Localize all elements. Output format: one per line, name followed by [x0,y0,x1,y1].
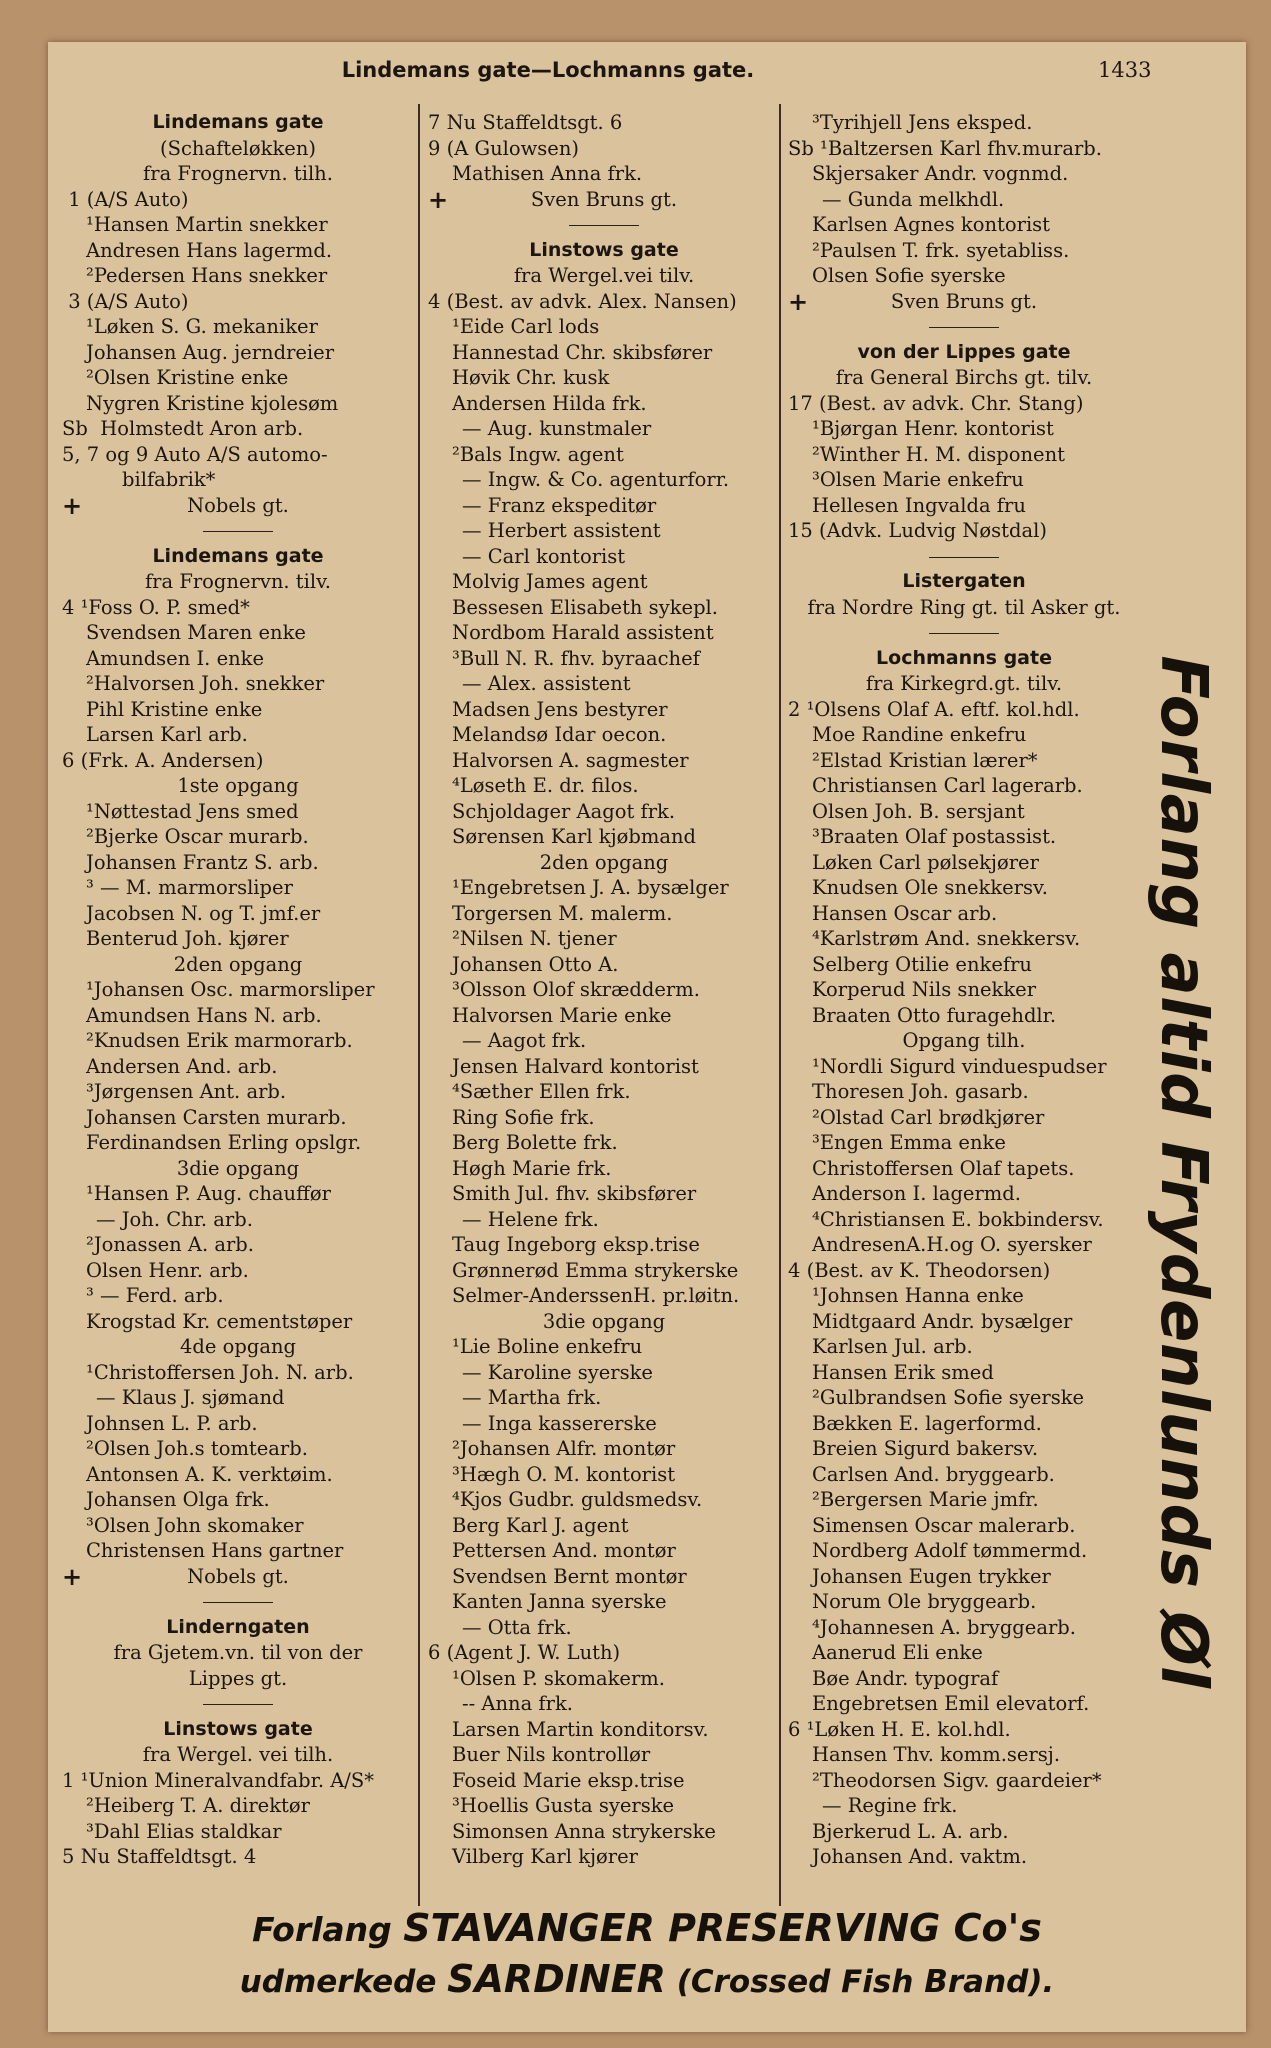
section-note: fra Wergel.vei tilv. [513,264,695,287]
directory-entry: Johansen Frantz S. arb. [86,850,319,874]
directory-entry: Bessesen Elisabeth sykepl. [452,595,718,619]
section-note: fra General Birchs gt. tilv. [835,366,1093,389]
page-number: 1433 [1098,58,1152,82]
directory-entry: Christensen Hans gartner [86,1539,344,1562]
column-2 [428,110,780,1870]
directory-entry: ³Jørgensen Ant. arb. [86,1080,287,1103]
directory-entry: Pihl Kristine enke [86,697,263,721]
street-heading: Lindemans gate [152,544,324,567]
section-note: fra Gjetem.vn. til von der [113,1641,363,1664]
directory-entry: Hellesen Ingvalda fru [812,493,1026,517]
directory-entry: — Klaus J. sjømand [96,1386,285,1409]
directory-entry: Halvorsen A. sagmester [452,748,689,772]
directory-entry: 3 (A/S Auto) [62,289,189,313]
directory-entry: ¹Engebretsen J. A. bysælger [452,876,729,899]
directory-entry: Braaten Otto furagehdlr. [812,1003,1057,1027]
directory-entry: 6 (Agent J. W. Luth) [428,1641,621,1664]
section-note: fra Nordre Ring gt. til Asker gt. [807,595,1121,619]
directory-entry: 17 (Best. av advk. Chr. Stang) [788,391,1084,415]
directory-entry: ¹Johnsen Hanna enke [812,1284,1024,1307]
directory-entry: — Inga kassererske [462,1411,657,1435]
section-note: 4de opgang [179,1335,296,1358]
directory-entry: ²Bjerke Oscar murarb. [86,825,309,848]
directory-entry: ³Hoellis Gusta syerske [452,1794,675,1817]
section-note: (Schafteløkken) [160,136,316,160]
ad-word-forlang: Forlang [252,1910,392,1949]
section-note: 2den opgang [173,952,303,976]
directory-entry: Amundsen I. enke [86,646,265,670]
directory-entry: ¹Løken S. G. mekaniker [86,315,318,338]
directory-entry: — Martha frk. [462,1386,602,1409]
directory-entry: 7 Nu Staffeldtsgt. 6 [428,111,623,134]
directory-entry: Berg Bolette frk. [452,1131,618,1154]
directory-entry: Hansen Erik smed [812,1360,994,1384]
cross-street-row [788,289,1140,315]
directory-entry: ¹Olsen P. skomakerm. [452,1666,665,1690]
directory-entry: Løken Carl pølsekjører [812,850,1039,874]
page-title: Lindemans gate—Lochmanns gate. [341,58,755,82]
directory-entry: Svendsen Maren enke [86,621,306,644]
column-1 [62,110,414,1870]
directory-entry: Selberg Otilie enkefru [812,952,1032,976]
directory-entry: ¹Johansen Osc. marmorsliper [86,978,375,1001]
directory-entry: ¹Nordli Sigurd vinduespudser [812,1054,1107,1078]
directory-entry: ³Olsson Olof skrædderm. [452,978,700,1001]
directory-entry: Johansen Aug. jerndreier [86,340,335,364]
bottom-ad-line-2 [48,1957,1246,2001]
directory-entry: 15 (Advk. Ludvig Nøstdal) [788,519,1047,542]
directory-entry: Schjoldager Aagot frk. [452,799,676,823]
directory-entry: ²Pedersen Hans snekker [86,264,328,287]
directory-entry: Amundsen Hans N. arb. [86,1003,322,1027]
directory-entry: ⁴Johannesen A. bryggearb. [812,1615,1076,1639]
directory-entry: 5 Nu Staffeldtsgt. 4 [62,1845,257,1868]
directory-entry: Midtgaard Andr. bysælger [812,1309,1073,1333]
directory-entry: Engebretsen Emil elevatorf. [812,1692,1090,1715]
directory-entry: ³Braaten Olaf postassist. [812,825,1057,848]
directory-entry: ⁴Løseth E. dr. filos. [452,774,639,797]
directory-entry: Bøe Andr. typograf [812,1666,999,1690]
directory-entry: -- Anna frk. [462,1692,573,1715]
section-note: Opgang tilh. [902,1029,1026,1052]
directory-entry: Ferdinandsen Erling opslgr. [86,1131,362,1154]
directory-entry: Andersen And. arb. [86,1054,278,1078]
directory-entry: Mathisen Anna frk. [452,162,643,185]
directory-entry: 9 (A Gulowsen) [428,136,580,160]
directory-entry: Olsen Sofie syerske [812,264,1006,287]
directory-entry: Jacobsen N. og T. jmf.er [86,901,321,925]
section-separator [788,620,1140,646]
cross-street-row [62,1564,414,1590]
directory-entry: Karlsen Agnes kontorist [812,213,1051,236]
directory-entry: Christoffersen Olaf tapets. [812,1156,1075,1180]
directory-entry: ²Theodorsen Sigv. gaardeier* [812,1768,1102,1792]
directory-entry: Larsen Martin konditorsv. [452,1717,709,1741]
cross-street-icon: + [428,186,449,212]
directory-entry: — Franz ekspeditør [462,493,657,517]
cross-street-label: Nobels gt. [187,493,289,517]
directory-entry: ²Knudsen Erik marmorarb. [86,1029,353,1052]
directory-entry: — Ingw. & Co. agenturforr. [462,468,730,491]
column-divider [418,104,420,1906]
directory-entry: Sørensen Karl kjøbmand [452,825,697,848]
side-advertisement [1138,442,1228,1902]
directory-entry: Høgh Marie frk. [452,1156,612,1180]
directory-entry: ¹Lie Boline enkefru [452,1335,643,1358]
directory-entry: Korperud Nils snekker [812,978,1037,1001]
directory-entry: Norum Ole bryggearb. [812,1590,1037,1613]
directory-entry: ²Halvorsen Joh. snekker [86,672,325,695]
directory-entry: Kanten Janna syerske [452,1590,667,1613]
directory-entry: — Carl kontorist [462,544,626,568]
directory-entry: 4 (Best. av K. Theodorsen) [788,1258,1051,1282]
section-separator [428,212,780,238]
directory-entry: 6 (Frk. A. Andersen) [62,748,264,772]
directory-entry: ²Gulbrandsen Sofie syerske [812,1386,1085,1409]
section-separator [62,1691,414,1717]
directory-entry: ²Heiberg T. A. direktør [86,1794,310,1817]
column-3 [788,110,1140,1870]
directory-entry: Svendsen Bernt montør [452,1564,687,1588]
directory-entry: ²Bergersen Marie jmfr. [812,1488,1039,1511]
directory-entry: Thoresen Joh. gasarb. [812,1080,1029,1103]
directory-entry: ¹Nøttestad Jens smed [86,799,299,823]
directory-entry: Bjerkerud L. A. arb. [812,1819,1009,1843]
directory-entry: Benterud Joh. kjører [86,927,289,950]
directory-entry: ³Tyrihjell Jens eksped. [812,111,1033,134]
directory-entry: Simonsen Anna strykerske [452,1819,716,1843]
directory-entry: ²Nilsen N. tjener [452,927,617,950]
directory-entry: Hansen Thv. komm.sersj. [812,1743,1061,1766]
directory-entry: ²Olsen Kristine enke [86,366,289,389]
directory-entry: ³Olsen Marie enkefru [812,468,1024,491]
directory-entry: ³ — M. marmorsliper [86,876,293,899]
directory-entry: Andresen Hans lagermd. [86,238,333,262]
directory-entry: ¹Hansen P. Aug. chauffør [86,1182,331,1205]
directory-entry: Smith Jul. fhv. skibsfører [452,1182,697,1205]
cross-street-label: Sven Bruns gt. [890,289,1038,313]
section-note: fra Kirkegrd.gt. tilv. [865,672,1063,695]
directory-entry: Foseid Marie eksp.trise [452,1768,685,1792]
directory-entry: ⁴Christiansen E. bokbindersv. [812,1207,1104,1231]
directory-entry: Pettersen And. montør [452,1539,676,1562]
directory-entry: 5, 7 og 9 Auto A/S automo- [62,442,328,466]
section-note: Lippes gt. [188,1666,288,1690]
bottom-ad-line-1 [48,1906,1246,1950]
directory-entry: Sb ¹Baltzersen Karl fhv.murarb. [788,136,1102,160]
directory-entry: Johansen Otto A. [452,952,619,976]
directory-entry: Torgersen M. malerm. [452,901,673,925]
directory-entry: Carlsen And. bryggearb. [812,1462,1055,1486]
cross-street-label: Nobels gt. [187,1564,289,1588]
directory-entry: Johansen And. vaktm. [812,1845,1028,1868]
directory-entry: Ring Sofie frk. [452,1105,595,1129]
street-heading: Listergaten [902,570,1026,592]
directory-entry: Johansen Eugen trykker [812,1564,1051,1588]
section-note: fra Frognervn. tilh. [143,162,333,185]
section-separator [62,518,414,544]
directory-entry: Anderson I. lagermd. [812,1182,1021,1205]
directory-entry: Krogstad Kr. cementstøper [86,1309,353,1333]
directory-entry: ⁴Sæther Ellen frk. [452,1080,631,1103]
directory-entry: Johansen Carsten murarb. [86,1105,347,1129]
directory-entry: ³ — Ferd. arb. [86,1284,224,1307]
directory-entry: Nordbom Harald assistent [452,621,714,644]
directory-entry: ²Winther H. M. disponent [812,442,1065,466]
directory-entry: Aanerud Eli enke [812,1641,983,1664]
directory-entry: Knudsen Ole snekkersv. [812,876,1048,899]
directory-entry: Nygren Kristine kjolesøm [86,391,339,415]
directory-entry: — Karoline syerske [462,1360,653,1384]
section-separator [788,314,1140,340]
directory-entry: Hansen Oscar arb. [812,901,998,925]
ad-brand-name: STAVANGER PRESERVING Co's [403,1906,1042,1950]
directory-entry: Andersen Hilda frk. [452,391,647,415]
directory-entry: ¹Christoffersen Joh. N. arb. [86,1360,354,1384]
directory-entry: — Herbert assistent [462,519,661,542]
directory-entry: bilfabrik* [122,468,216,491]
section-note: 3die opgang [542,1309,666,1333]
directory-entry: ¹Eide Carl lods [452,315,600,338]
directory-entry: Selmer-AnderssenH. pr.løitn. [452,1284,740,1307]
ad-product-brand: (Crossed Fish Brand). [676,1964,1055,2000]
directory-page [48,42,1246,2032]
directory-entry: ²Olstad Carl brødkjører [812,1105,1045,1129]
side-ad-text: Forlang altid Frydenlunds Øl [1146,655,1220,1689]
section-note: 1ste opgang [177,774,299,797]
directory-entry: Breien Sigurd bakersv. [812,1437,1039,1460]
directory-entry: Taug Ingeborg eksp.trise [452,1233,700,1256]
directory-entry: AndresenA.H.og O. syersker [812,1233,1092,1256]
directory-entry: Olsen Henr. arb. [86,1258,249,1282]
cross-street-icon: + [62,492,83,518]
directory-entry: ³Dahl Elias staldkar [86,1819,282,1843]
directory-entry: Nordberg Adolf tømmermd. [812,1539,1088,1562]
directory-entry: ⁴Kjos Gudbr. guldsmedsv. [452,1488,703,1511]
directory-entry: 4 ¹Foss O. P. smed* [62,595,250,619]
street-heading: Linderngaten [166,1615,310,1638]
directory-entry: ¹Bjørgan Henr. kontorist [812,417,1054,440]
directory-entry: ²Johansen Alfr. montør [452,1437,676,1460]
directory-entry: 4 (Best. av advk. Alex. Nansen) [428,289,737,313]
directory-entry: Antonsen A. K. verktøim. [86,1462,333,1486]
directory-entry: Madsen Jens bestyrer [452,697,668,721]
directory-entry: 2 ¹Olsens Olaf A. eftf. kol.hdl. [788,697,1080,721]
directory-entry: Hannestad Chr. skibsfører [452,340,713,364]
directory-entry: — Gunda melkhdl. [822,187,1005,211]
cross-street-icon: + [788,288,809,314]
directory-entry: Melandsø Idar oecon. [452,723,667,746]
directory-entry: 1 ¹Union Mineralvandfabr. A/S* [62,1768,374,1792]
directory-entry: Simensen Oscar malerarb. [812,1513,1076,1537]
street-heading: Linstows gate [529,238,679,261]
directory-entry: Skjersaker Andr. vognmd. [812,162,1069,185]
directory-entry: Sb Holmstedt Aron arb. [62,417,304,440]
section-note: 3die opgang [176,1156,300,1180]
directory-entry: — Aagot frk. [462,1029,587,1052]
directory-entry: ²Elstad Kristian lærer* [812,748,1038,772]
directory-entry: — Regine frk. [822,1794,958,1817]
directory-entry: — Joh. Chr. arb. [96,1207,253,1231]
directory-entry: Johansen Olga frk. [86,1488,270,1511]
directory-entry: Jensen Halvard kontorist [452,1054,699,1078]
street-heading: von der Lippes gate [857,340,1071,363]
directory-entry: Høvik Chr. kusk [452,366,610,389]
directory-entry: ³Olsen John skomaker [86,1513,304,1537]
directory-entry: ¹Hansen Martin snekker [86,213,328,236]
directory-entry: ³Bull N. R. fhv. byraachef [452,646,700,670]
directory-entry: Moe Randine enkefru [812,723,1027,746]
directory-entry: — Otta frk. [462,1615,572,1639]
directory-entry: Molvig James agent [452,570,648,593]
cross-street-row [62,493,414,519]
directory-entry: ⁴Karlstrøm And. snekkersv. [812,927,1081,950]
directory-entry: Olsen Joh. B. sersjant [812,799,1025,823]
section-note: fra Wergel. vei tilh. [142,1743,334,1766]
directory-entry: Vilberg Karl kjører [452,1845,638,1868]
street-heading: Lochmanns gate [876,646,1052,669]
directory-entry: — Helene frk. [462,1207,599,1231]
directory-entry: Karlsen Jul. arb. [812,1335,973,1358]
street-heading: Lindemans gate [152,111,324,133]
section-separator [62,1589,414,1615]
ad-product-name: SARDINER [447,1957,666,2001]
directory-entry: Berg Karl J. agent [452,1513,629,1537]
cross-street-row [428,187,780,213]
section-note: 2den opgang [539,850,669,874]
directory-entry: Christiansen Carl lagerarb. [812,774,1083,797]
directory-entry: ²Bals Ingw. agent [452,442,624,466]
cross-street-icon: + [62,1563,83,1589]
directory-entry: Grønnerød Emma strykerske [452,1258,739,1282]
directory-entry: ³Engen Emma enke [812,1131,1006,1154]
directory-entry: Bækken E. lagerformd. [812,1411,1042,1435]
directory-entry: ²Jonassen A. arb. [86,1233,254,1256]
directory-entry: 6 ¹Løken H. E. kol.hdl. [788,1717,1011,1741]
directory-entry: ³Hægh O. M. kontorist [452,1462,676,1486]
directory-entry: Buer Nils kontrollør [452,1743,651,1766]
cross-street-label: Sven Bruns gt. [530,187,678,211]
directory-entry: Larsen Karl arb. [86,723,248,746]
directory-entry: Halvorsen Marie enke [452,1003,672,1027]
directory-entry: — Alex. assistent [462,672,631,695]
ad-word-udmerkede: udmerkede [239,1964,437,2000]
section-separator [788,544,1140,570]
directory-entry: ²Paulsen T. frk. syetabliss. [812,238,1070,262]
street-heading: Linstows gate [163,1717,313,1740]
section-note: fra Frognervn. tilv. [144,570,332,593]
directory-entry: 1 (A/S Auto) [62,187,189,211]
directory-entry: Johnsen L. P. arb. [86,1411,258,1435]
directory-entry: ²Olsen Joh.s tomtearb. [86,1437,308,1460]
directory-entry: — Aug. kunstmaler [462,417,652,440]
